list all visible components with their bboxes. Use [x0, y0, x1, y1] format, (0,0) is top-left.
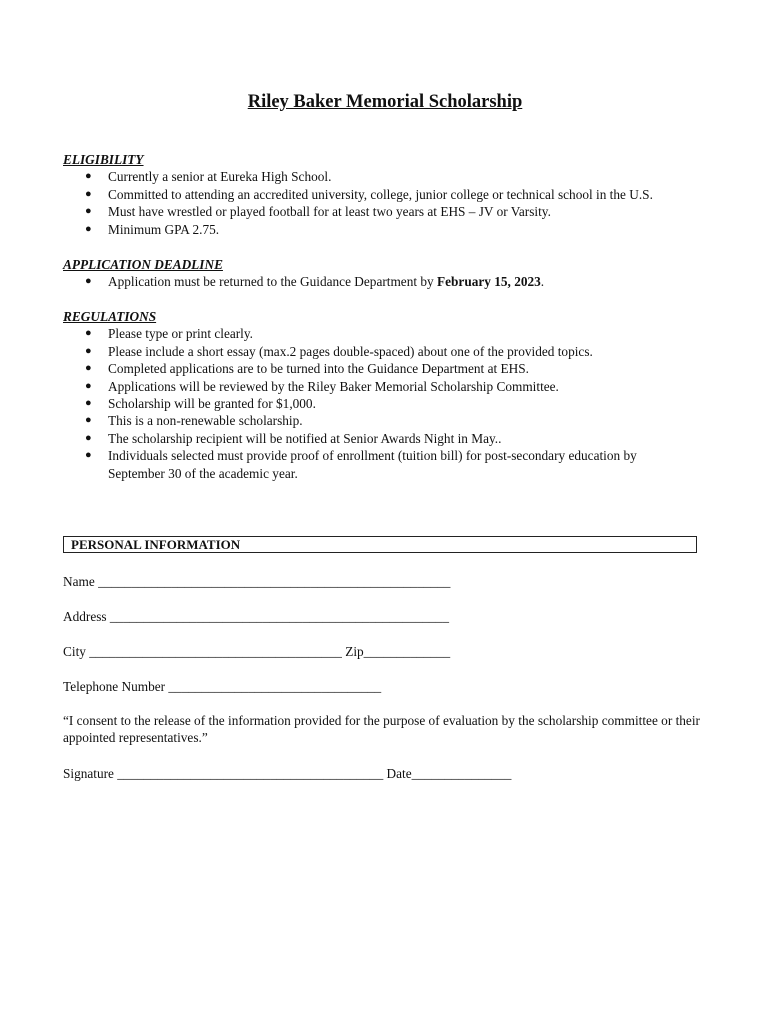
list-item-text: Must have wrestled or played football for at least two years at EHS – JV or Varsity.: [108, 204, 551, 220]
regulations-heading: REGULATIONS: [63, 309, 157, 324]
list-item: [63, 273, 703, 290]
list-item: [63, 168, 703, 185]
bullet-icon: ●: [85, 327, 92, 340]
list-item: [63, 325, 703, 342]
list-item: [63, 203, 703, 220]
bullet-icon: ●: [85, 205, 92, 218]
list-item-text: Scholarship will be granted for $1,000.: [108, 396, 316, 412]
city-zip-field[interactable]: City ______________________________________ Zip_____________: [63, 644, 451, 659]
eligibility-section: [63, 151, 703, 238]
list-item: [63, 430, 703, 447]
regulations-section: [63, 308, 703, 482]
bullet-icon: ●: [85, 431, 92, 444]
telephone-field[interactable]: Telephone Number ________________________________: [63, 679, 382, 694]
deadline-heading: APPLICATION DEADLINE: [63, 257, 223, 272]
deadline-section: [63, 256, 703, 291]
personal-information-header: PERSONAL INFORMATION: [63, 536, 697, 553]
list-item-text: This is a non-renewable scholarship.: [108, 413, 303, 429]
list-item: [63, 447, 673, 482]
bullet-icon: ●: [85, 222, 92, 235]
list-item: [63, 221, 703, 238]
bullet-icon: ●: [85, 187, 92, 200]
list-item: [63, 412, 703, 429]
eligibility-heading: ELIGIBILITY: [63, 152, 144, 167]
deadline-period: .: [540, 274, 545, 290]
list-item-text: Applications will be reviewed by the Riley Baker Memorial Scholarship Committee.: [108, 378, 559, 394]
list-item: [63, 186, 703, 203]
name-field[interactable]: Name _____________________________________________________: [63, 574, 451, 589]
bullet-icon: ●: [85, 275, 92, 288]
signature-date-field[interactable]: Signature ________________________________________ Date_______________: [63, 766, 512, 781]
list-item: [63, 343, 703, 360]
list-item-text: Minimum GPA 2.75.: [108, 221, 220, 237]
list-item-text: Currently a senior at Eureka High School.: [108, 169, 332, 185]
list-item: [63, 360, 703, 377]
bullet-icon: ●: [85, 414, 92, 427]
list-item-text: Please include a short essay (max.2 pages double-spaced) about one of the provided topics.: [108, 343, 593, 359]
list-item: [63, 378, 703, 395]
deadline-list: [63, 273, 703, 290]
regulations-list: [63, 325, 703, 482]
list-item-text: The scholarship recipient will be notified at Senior Awards Night in May..: [108, 430, 502, 446]
list-item-text: Please type or print clearly.: [108, 326, 253, 342]
bullet-icon: ●: [85, 397, 92, 410]
bullet-icon: ●: [85, 362, 92, 375]
list-item-text: Committed to attending an accredited university, college, junior college or technical school in the U.S.: [108, 186, 653, 202]
bullet-icon: ●: [85, 170, 92, 183]
document-title: Riley Baker Memorial Scholarship: [247, 92, 523, 112]
eligibility-list: [63, 168, 703, 238]
consent-statement: “I consent to the release of the information provided for the purpose of evaluation by the scholarship committee or their appointed representatives.”: [63, 713, 700, 746]
bullet-icon: ●: [85, 379, 92, 392]
list-item-text: Individuals selected must provide proof of enrollment (tuition bill) for post-secondary education by September 30 of the academic year.: [108, 448, 637, 481]
deadline-text: Application must be returned to the Guidance Department by: [108, 274, 438, 290]
list-item-text: Completed applications are to be turned into the Guidance Department at EHS.: [108, 361, 529, 377]
bullet-icon: ●: [85, 344, 92, 357]
list-item: [63, 395, 703, 412]
bullet-icon: ●: [85, 449, 92, 462]
address-field[interactable]: Address ___________________________________________________: [63, 609, 449, 624]
deadline-date: February 15, 2023: [437, 274, 541, 290]
